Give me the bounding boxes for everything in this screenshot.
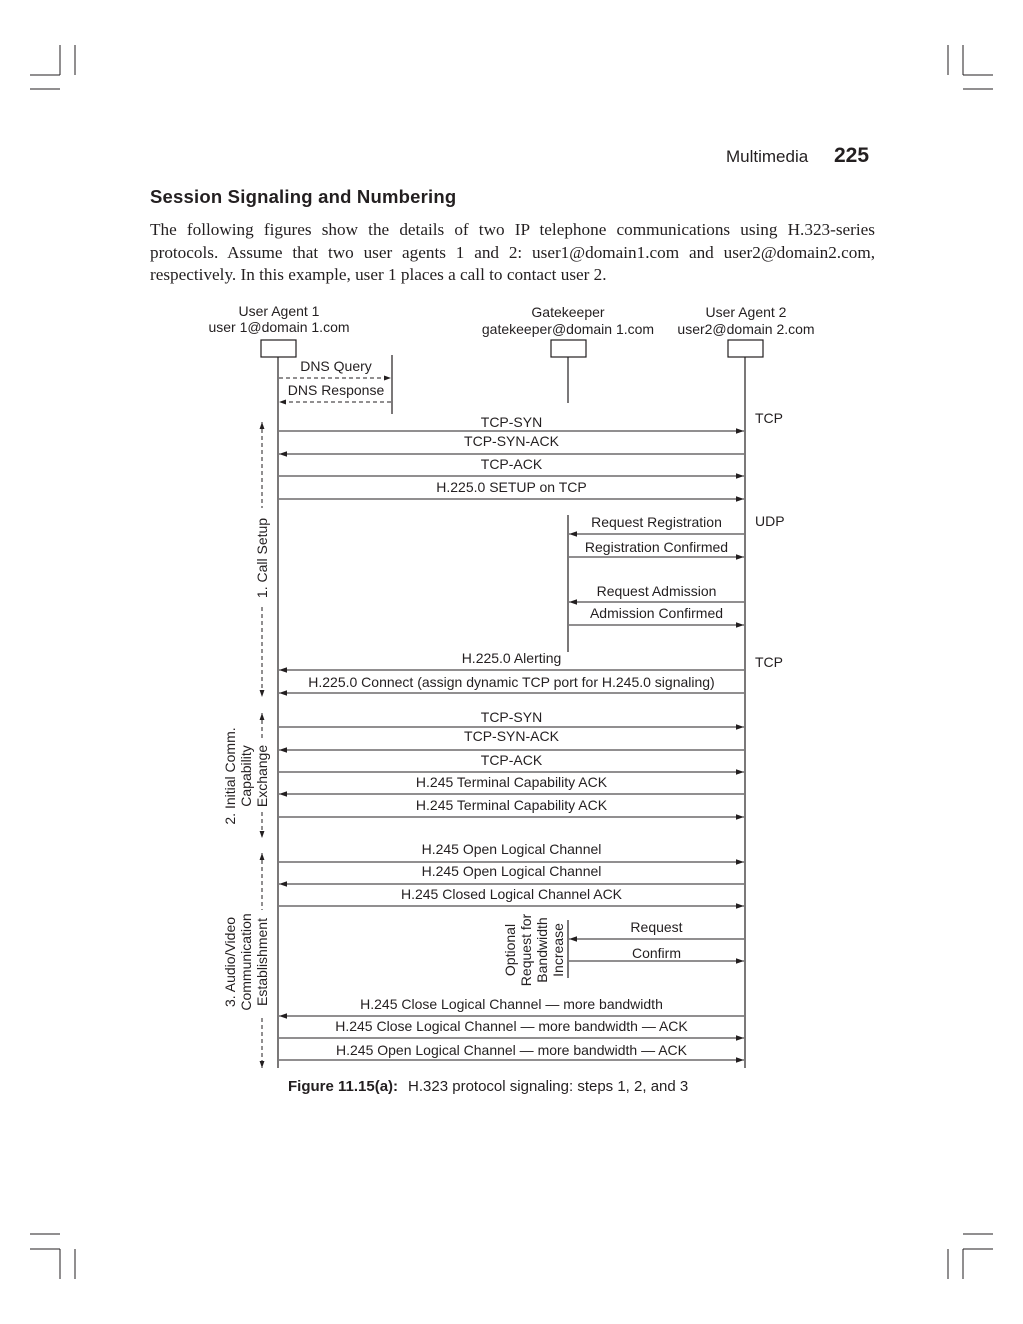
message-label: Request Admission xyxy=(596,583,717,599)
phase-capability-label: Capability xyxy=(238,745,254,807)
paragraph-line: The following figures show the details of two IP telephone communications using H.323-series xyxy=(150,220,875,239)
message-label: TCP-ACK xyxy=(480,752,543,768)
phase-av-label: 3. Audio/Video xyxy=(222,916,238,1008)
message-label: TCP-SYN xyxy=(480,414,543,430)
entity-ua1-box xyxy=(261,340,296,357)
optional-bandwidth-label: Request for xyxy=(518,913,534,987)
message-label: H.225.0 Alerting xyxy=(461,650,562,666)
message-label: TCP-SYN-ACK xyxy=(464,728,559,744)
paragraph-line: protocols. Assume that two user agents 1 and 2: user1@domain1.com and user2@domain2.com, xyxy=(150,242,875,262)
entity-ua2-name: User Agent 2 xyxy=(705,304,787,320)
optional-bandwidth-label: Bandwidth xyxy=(534,917,550,983)
entity-ua1-name: User Agent 1 xyxy=(238,303,320,319)
phase-av-label: Establishment xyxy=(254,918,270,1006)
dns-query-label: DNS Query xyxy=(300,358,372,374)
entity-ua1-address: user 1@domain 1.com xyxy=(208,319,350,335)
dns-response-label: DNS Response xyxy=(287,382,385,398)
message-label: Request xyxy=(630,919,683,935)
phase-av-label: Communication xyxy=(238,913,254,1011)
figure-caption-label: Figure 11.15(a): xyxy=(288,1078,399,1095)
page-number: 225 xyxy=(834,144,870,167)
paragraph-line: respectively. In this example, user 1 places a call to contact user 2. xyxy=(150,265,607,284)
figure-caption-text: H.323 protocol signaling: steps 1, 2, and 3 xyxy=(408,1078,689,1095)
entity-gatekeeper-name: Gatekeeper xyxy=(531,304,605,320)
entity-gatekeeper-box xyxy=(551,340,586,357)
section-heading: Session Signaling and Numbering xyxy=(150,186,457,207)
phase-call-setup-label: 1. Call Setup xyxy=(254,517,270,599)
optional-bandwidth-label: Increase xyxy=(550,923,566,977)
message-label: H.245 Terminal Capability ACK xyxy=(415,797,608,813)
running-header-section: Multimedia xyxy=(726,147,809,166)
message-label: TCP-ACK xyxy=(480,456,543,472)
message-label: TCP-SYN-ACK xyxy=(464,433,559,449)
message-label: TCP-SYN xyxy=(480,709,543,725)
message-label: Request Registration xyxy=(591,514,722,530)
protocol-udp-label: UDP xyxy=(755,513,785,529)
message-label: H.245 Close Logical Channel — more bandwidth — ACK xyxy=(335,1018,688,1034)
message-label: Admission Confirmed xyxy=(589,605,724,621)
protocol-tcp-label: TCP xyxy=(755,410,783,426)
message-label: H.245 Closed Logical Channel ACK xyxy=(400,886,623,902)
message-label: H.245 Open Logical Channel — more bandwidth — ACK xyxy=(336,1042,687,1058)
message-label: H.245 Close Logical Channel — more bandwidth xyxy=(360,996,663,1012)
entity-ua2-address: user2@domain 2.com xyxy=(677,321,815,337)
message-label: H.245 Terminal Capability ACK xyxy=(415,774,608,790)
message-label: Registration Confirmed xyxy=(584,539,729,555)
optional-bandwidth-label: Optional xyxy=(502,923,518,977)
message-label: H.245 Open Logical Channel xyxy=(421,841,602,857)
message-label: H.245 Open Logical Channel xyxy=(421,863,602,879)
figure-caption xyxy=(288,1078,688,1095)
phase-capability-label: 2. Initial Comm. xyxy=(222,727,238,825)
protocol-tcp-label: TCP xyxy=(755,654,783,670)
entity-ua2-box xyxy=(728,340,763,357)
entity-gatekeeper-address: gatekeeper@domain 1.com xyxy=(481,321,655,337)
message-label: H.225.0 SETUP on TCP xyxy=(436,479,587,495)
phase-capability-label: Exchange xyxy=(254,744,270,808)
message-label: H.225.0 Connect (assign dynamic TCP port for H.245.0 signaling) xyxy=(308,674,715,690)
message-label: Confirm xyxy=(631,945,682,961)
